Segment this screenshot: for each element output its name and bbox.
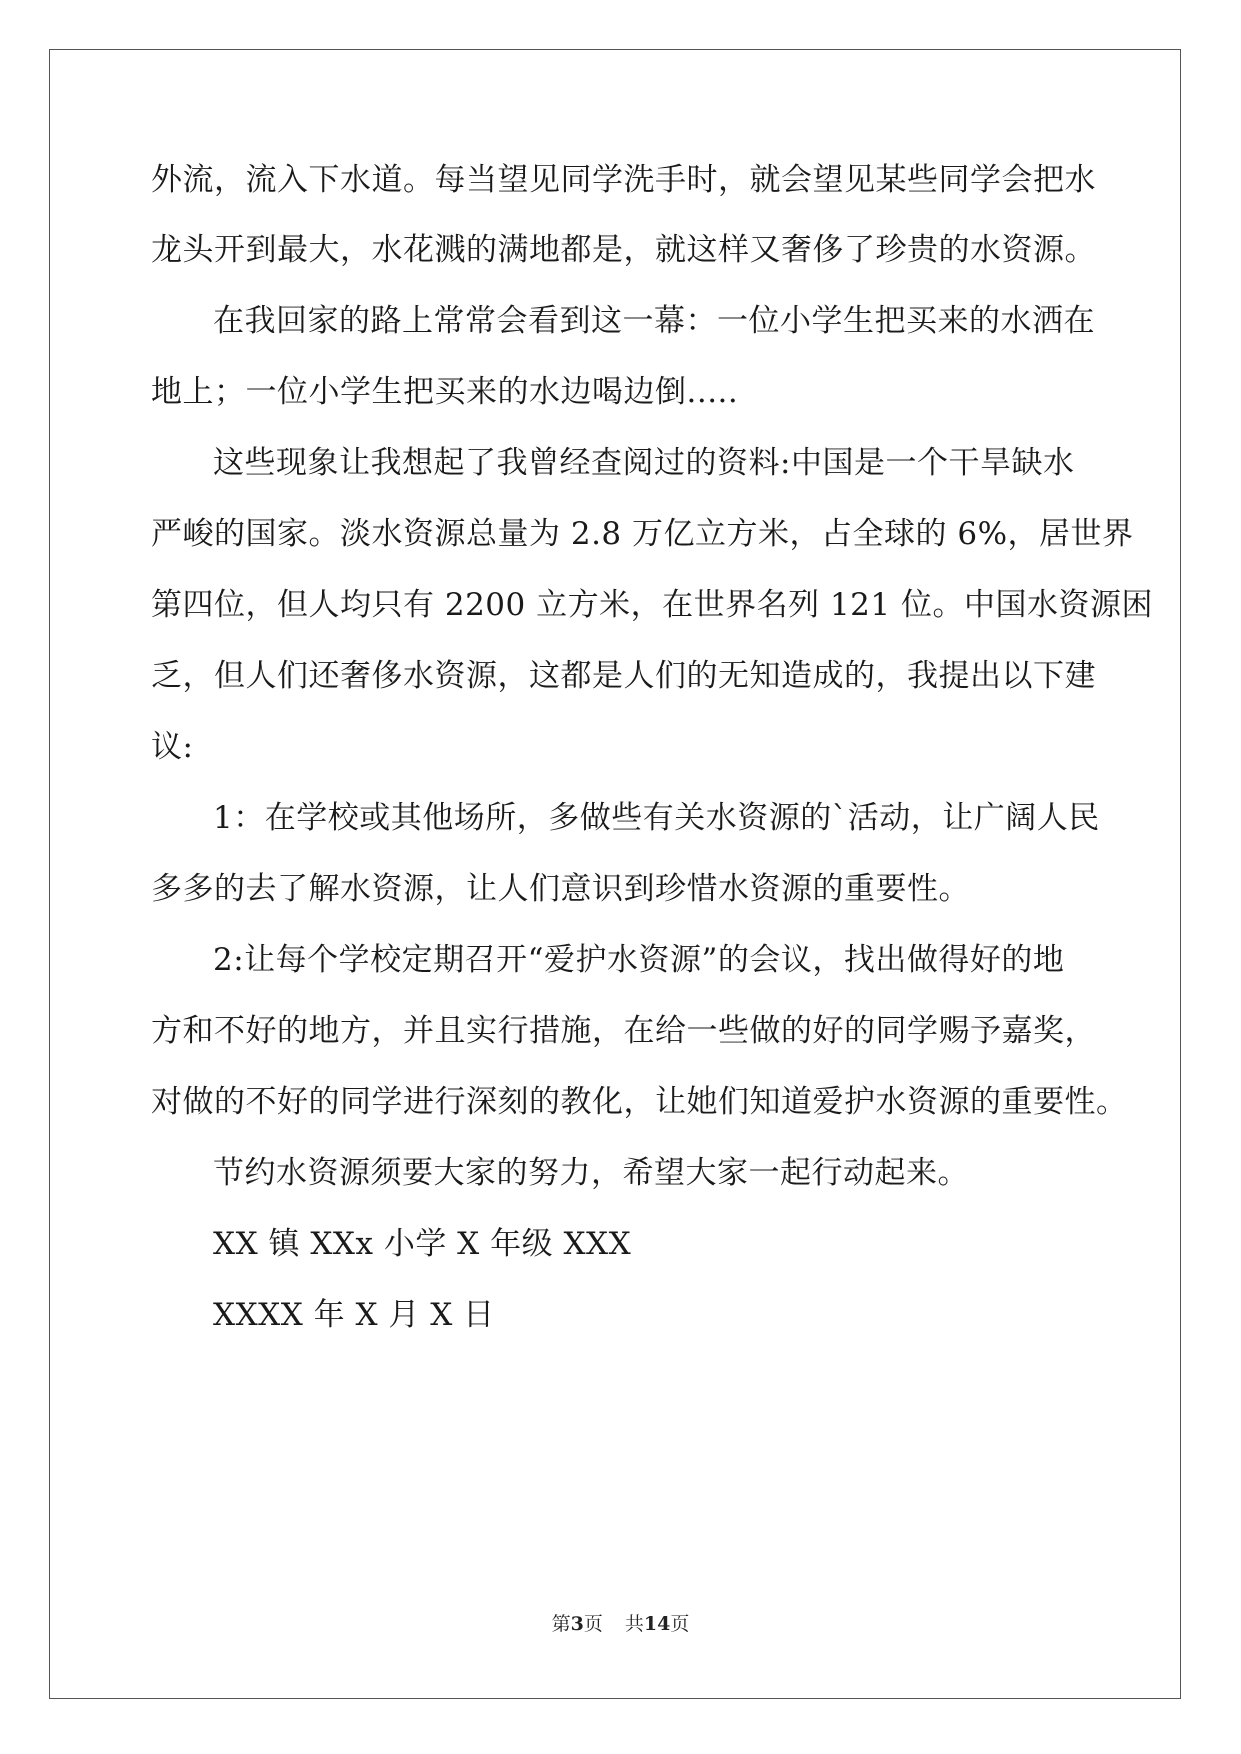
- text-line: 地上；一位小学生把买来的水边喝边倒.....: [151, 374, 739, 410]
- text-line: 多多的去了解水资源，让人们意识到珍惜水资源的重要性。: [151, 871, 970, 907]
- text-line: 严峻的国家。淡水资源总量为 2.8 万亿立方米，占全球的 6%，居世界: [151, 516, 1134, 552]
- page-number: 3: [570, 1613, 584, 1635]
- signature-line: XX 镇 XXx 小学 X 年级 XXX: [213, 1226, 632, 1262]
- date-line: XXXX 年 X 月 X 日: [213, 1297, 495, 1333]
- text-line: 乏，但人们还奢侈水资源，这都是人们的无知造成的，我提出以下建: [151, 658, 1096, 694]
- footer-page-unit: 页: [583, 1613, 603, 1635]
- page-footer: [0, 1612, 1241, 1636]
- text-line: 外流，流入下水道。每当望见同学洗手时，就会望见某些同学会把水: [151, 162, 1096, 198]
- text-line: 对做的不好的同学进行深刻的教化，让她们知道爱护水资源的重要性。: [151, 1084, 1128, 1120]
- text-line: 这些现象让我想起了我曾经查阅过的资料:中国是一个干旱缺水: [213, 445, 1075, 481]
- footer-total-unit: 页: [670, 1613, 690, 1635]
- text-line: 1：在学校或其他场所，多做些有关水资源的`活动，让广阔人民: [213, 800, 1100, 836]
- total-pages: 14: [643, 1613, 671, 1635]
- text-line: 在我回家的路上常常会看到这一幕：一位小学生把买来的水洒在: [213, 303, 1095, 339]
- text-line: 方和不好的地方，并且实行措施，在给一些做的好的同学赐予嘉奖，: [151, 1013, 1096, 1049]
- text-line: 第四位，但人均只有 2200 立方米，在世界名列 121 位。中国水资源困: [151, 587, 1153, 623]
- text-line: 议:: [151, 729, 194, 765]
- footer-prefix: 第: [551, 1613, 571, 1635]
- text-line: 节约水资源须要大家的努力，希望大家一起行动起来。: [213, 1155, 969, 1191]
- footer-total-prefix: 共: [624, 1613, 644, 1635]
- text-line: 龙头开到最大，水花溅的满地都是，就这样又奢侈了珍贵的水资源。: [151, 232, 1096, 268]
- text-line: 2:让每个学校定期召开“爱护水资源”的会议，找出做得好的地: [213, 942, 1065, 978]
